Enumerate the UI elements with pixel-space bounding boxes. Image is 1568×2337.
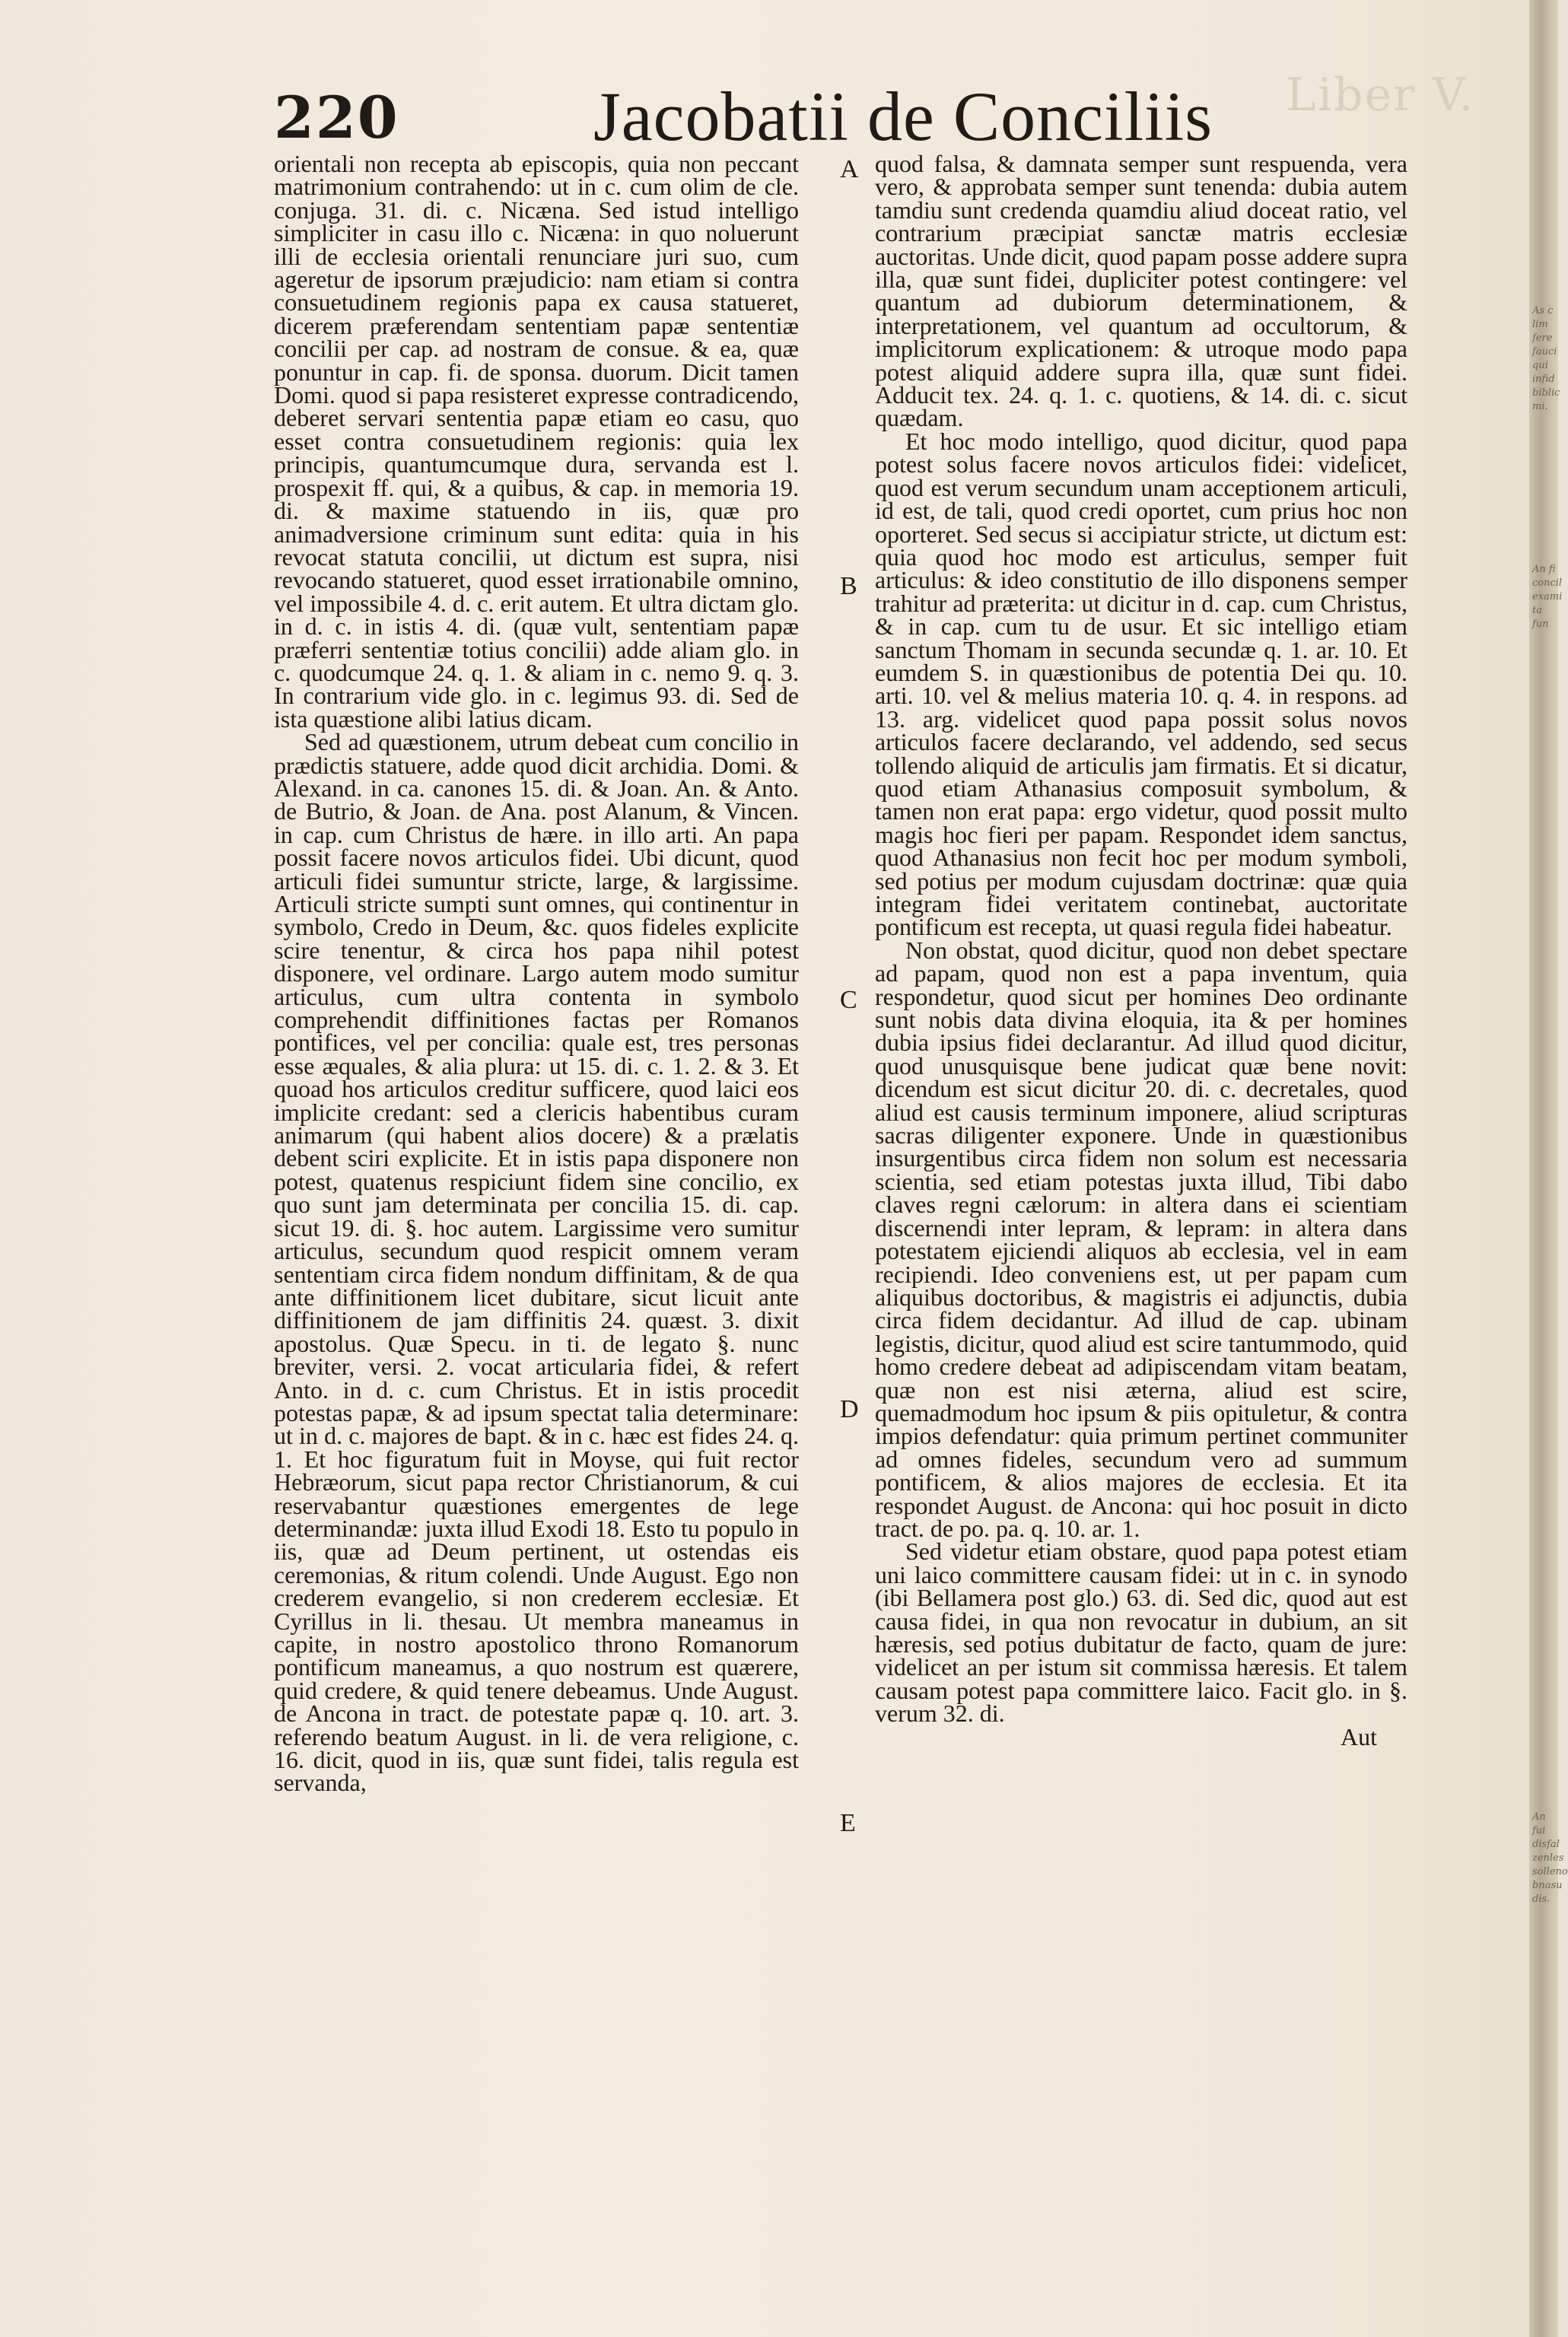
section-marker-b: B: [840, 572, 857, 600]
paragraph: orientali non recepta ab episcopis, quia non peccant matrimonium contrahendo: ut in c. cum olim de cle. conjuga. 31. di. c. Nicæna. Sed istud intelligo simpliciter in casu illo c. Nicæna: in quo noluerunt illi de ecclesia orientali renunciare juri suo, cum ageretur de ipsorum præjudicio: nam etiam si contra consuetudinem regionis papa ex causa statueret, dicerem præferendam sententiam papæ sententiæ concilii per cap. ad nostram de consue. & ea, quæ ponuntur in cap. fi. de sponsa. duorum. Dicit tamen Domi. quod si papa resisteret expresse contradicendo, deberet servari sententia papæ etiam eo casu, quo esset contra consuetudinem regionis: quia lex principis, quantumcumque dura, servanda est l. prospexit ff. qui, & a quibus, & cap. in memoria 19. di. & maxime statuendo in iis, quæ pro animadversione criminum sunt edita: quia in his revocat statuta concilii, ut dictum est supra, nisi revocando statueret, quod esset irrationabile omnino, vel impossibile 4. d. c. erit autem. Et ultra dictam glo. in d. c. in istis 4. di. (quæ vult, sententiam papæ præferri sententiæ totius concilii) adde aliam glo. in c. quodcumque 24. q. 1. & aliam in c. nemo 9. q. 3. In contrarium vide glo. in c. legimus 93. di. Sed de ista quæstione alibi latius dicam.: [274, 150, 799, 733]
margin-note: As c lim fere fauci qui infid biblic mi.: [1532, 305, 1560, 412]
paragraph: Sed videtur etiam obstare, quod papa potest etiam uni laico committere causam fidei: ut in c. in synodo (ibi Bellamera post glo.) 63. di. Sed dic, quod aut est causa fidei, in qua non revocatur in dubium, an sit hæresis, sed potius dubitatur de facto, quam de jure: videlicet an per istum sit commissa hæresis. Et talem causam potest papa committere laico. Facit glo. in §. verum 32. di.: [875, 1537, 1407, 1728]
paragraph: Et hoc modo intelligo, quod dicitur, quod papa potest solus facere novos articulos fidei: videlicet, quod est verum secundum unam acceptionem articuli, id est, de tali, quod credi oportet, cum prius hoc non oporteret. Sed secus si accipiatur stricte, ut dictum est: quia quod hoc modo est articulus, semper fuit articulus: & ideo constitutio de illo disponens semper trahitur ad præterita: ut dicitur in d. cap. cum Christus, & in cap. cum tu de usur. Et sic intelligo etiam sanctum Thomam in secunda secundæ q. 1. ar. 10. Et eumdem S. in quæstionibus de potentia Dei qu. 10. arti. 10. vel & melius materia 10. q. 4. in respons. ad 13. arg. videlicet quod papa possit solus novos articulos facere declarando, vel addendo, sed secus tollendo aliquid de articulis jam firmatis. Et si dicatur, quod etiam Athanasius composuit symbolum, & tamen non erat papa: ergo videtur, quod possit multo magis hoc fieri per papam. Respondet idem sanctus, quod Athanasius non fecit hoc per modum symboli, sed potius per modum cujusdam doctrinæ: quæ quia integram fidei veritatem continebat, auctoritate pontificum est recepta, ut quasi regula fidei habeatur.: [875, 427, 1407, 941]
page-header: [274, 76, 1213, 160]
section-marker-a: A: [840, 155, 859, 183]
margin-note: An fi concil exami ta fun: [1532, 564, 1563, 630]
section-marker-e: E: [840, 1809, 856, 1837]
section-marker-d: D: [840, 1395, 859, 1423]
paragraph: quod falsa, & damnata semper sunt respuenda, vera vero, & approbata semper sunt tenenda: dubia autem tamdiu sunt credenda quamdiu aliud doceat ratio, vel contrarium præcipiat sanctæ matris ecclesiæ auctoritas. Unde dicit, quod papam posse addere supra illa, quæ sunt fidei, dupliciter potest contingere: vel quantum ad dubiorum determinationem, & interpretationem, vel quantum ad occultorum, & implicitorum explicationem: & utroque modo papa potest aliquid addere supra illa, quæ sunt fidei. Adducit tex. 24. q. 1. c. quotiens, & 14. di. c. sicut quædam.: [875, 150, 1407, 432]
margin-note: An fui disfal zenles solleno bnasu dis.: [1532, 1811, 1568, 1905]
paragraph: Non obstat, quod dicitur, quod non debet spectare ad papam, quod non est a papa inventum, quia respondetur, quod sicut per homines Deo ordinante sunt nobis data divina eloquia, ita & per homines dubia ipsius fidei declarantur. Ad illud quod dicitur, quod unusquisque bene judicat quæ bene novit: dicendum est sicut dicitur 20. di. c. decretales, quod aliud est causis terminum imponere, aliud scripturas sacras diligenter exponere. Unde in quæstionibus insurgentibus circa fidem non solum est necessaria scientia, sed etiam potestas juxta illud, Tibi dabo claves regni cælorum: in altera dans ei scientiam discernendi inter lepram, & lepram: in altera dans potestatem ejiciendi aliquos ab ecclesia, vel in eam recipiendi. Ideo conveniens est, ut per papam cum aliquibus doctoribus, & magistris ei adjunctis, dubia circa fidem decidantur. Ad illud de cap. ubinam legistis, dicitur, quod aliud est scire tantummodo, quid homo credere debeat ad adipiscendam vitam beatam, quæ non est nisi æterna, aliud est scire, quemadmodum hoc ipsum & piis opituletur, & contra impios defendatur: quia primum pertinet communiter ad omnes fideles, secundum vero ad summum pontificem, & alios majores de ecclesia. Et ita respondet August. de Ancona: qui hoc posuit in dicto tract. de po. pa. q. 10. ar. 1.: [875, 936, 1407, 1542]
running-title: Jacobatii de Conciliis: [593, 78, 1213, 155]
paragraph: Sed ad quæstionem, utrum debeat cum concilio in prædictis statuere, adde quod dicit archidia. Domi. & Alexand. in ca. canones 15. di. & Joan. An. & Anto. de Butrio, & Joan. de Ana. post Alanum, & Vincen. in cap. cum Christus de hære. in illo arti. An papa possit facere novos articulos fidei. Ubi dicunt, quod articuli fidei sumuntur stricte, large, & largissime. Articuli stricte sumpti sunt omnes, qui continentur in symbolo, Credo in Deum, &c. quos fideles explicite scire tenentur, & circa hos papa nihil potest disponere, vel ordinare. Largo autem modo sumitur articulus, cum ultra contenta in symbolo comprehendit diffinitiones factas per Romanos pontifices, vel per concilia: quale est, tres personas esse æquales, & alia plura: ut 15. di. c. 1. 2. & 3. Et quoad hos articulos creditur sufficere, quod laici eos implicite credant: sed a clericis habentibus curam animarum (qui habent alios docere) & a prælatis debent sciri explicite. Et in istis papa disponere non potest, quatenus respiciunt fidem sine concilio, ex quo sunt jam determinata per concilia 15. di. cap. sicut 19. di. §. hoc autem. Largissime vero sumitur articulus, secundum quod respicit omnem veram sententiam circa fidem nondum diffinitam, & de qua ante diffinitionem licet dubitare, sicut licuit ante diffinitionem de jam diffinitis 24. quæst. 3. dixit apostolus. Quæ Specu. in ti. de legato §. nunc breviter, versi. 2. vocat articularia fidei, & refert Anto. in d. c. cum Christus. Et in istis procedit potestas papæ, & ad ipsum spectat talia determinare: ut in d. c. majores de bapt. & in c. hæc est fides 24. q. 1. Et hoc figuratum fuit in Moyse, qui fuit rector Hebræorum, sicut papa rector Christianorum, & cui reservabantur quæstiones emergentes de lege determinandæ: juxta illud Exodi 18. Esto tu populo in iis, quæ ad Deum pertinent, ut ostendas eis ceremonias, & ritum colendi. Unde August. Ego non crederem evangelio, si non crederem ecclesiæ. Et Cyrillus in li. thesau. Ut membra maneamus in capite, in nostro apostolico throno Romanorum pontificum maneamus, a quo nostrum est quærere, quid credere, & quid tenere debeamus. Unde August. de Ancona in tract. de potestate papæ q. 10. art. 3. referendo beatum August. in li. de vera religione, c. 16. dicit, quod in iis, quæ sunt fidei, talis regula est servanda,: [274, 728, 799, 1797]
page-number: 220: [274, 84, 399, 151]
left-column: [274, 152, 799, 1795]
show-through-title: Liber V.: [1286, 68, 1475, 122]
right-column: [875, 152, 1407, 1748]
catchword: Aut: [1341, 1722, 1377, 1750]
section-marker-c: C: [840, 986, 857, 1014]
